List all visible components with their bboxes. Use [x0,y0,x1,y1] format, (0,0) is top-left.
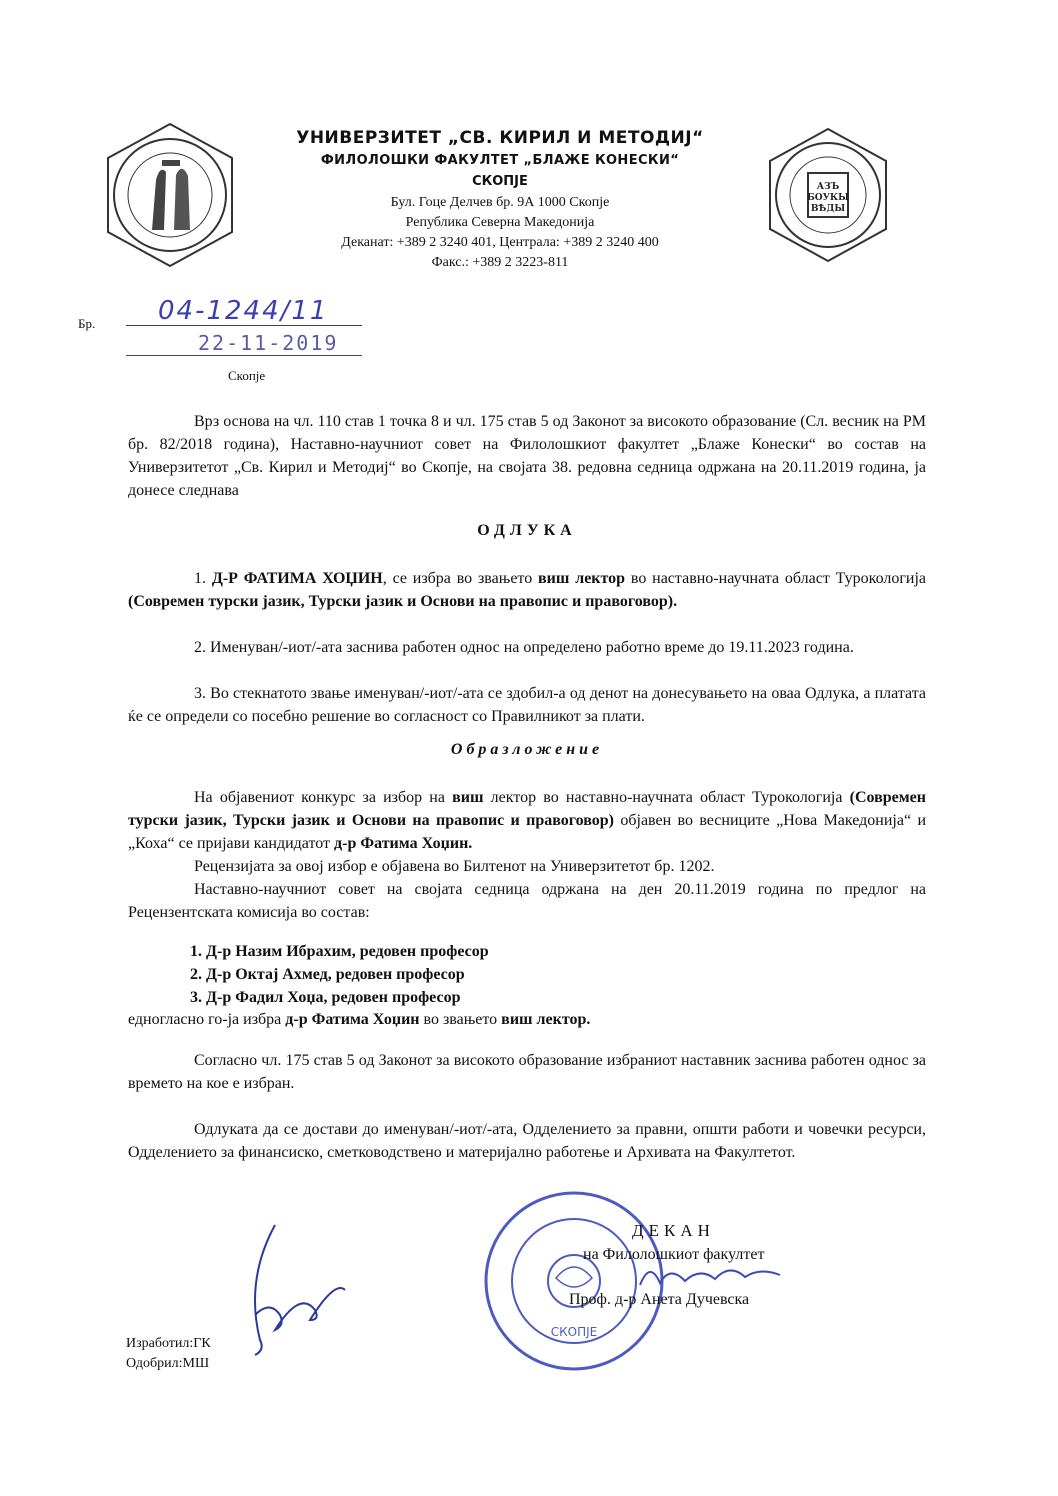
committee-member: 1. Д-р Назим Ибрахим, редовен професор [190,943,489,960]
university-name: УНИВЕРЗИТЕТ „СВ. КИРИЛ И МЕТОДИЈ“ [296,128,704,148]
explanation-paragraph-6: Одлуката да се достави до именуван/-иот/-ата, Одделението за правни, општи работи и човечки ресурси, Одделението за финансиско, сметководствено и материјално работење и Архивата на Факултетот. [128,1121,926,1161]
university-seal-left [100,120,240,270]
explanation-paragraph-1: На објавениот конкурс за избор на виш лектор во наставно-научната област Турокологија (Современ турски јазик, Турски јазик и Основи на правопис и правоговор) објавен во весниците „Нова Македонија“ и „Коха“ се пријави кандидатот д-р Фатима Хоџин. [128,789,927,852]
dean-title: ДЕКАН [632,1221,715,1240]
decision-point-3: 3. Во стекнатото звање именуван/-иот/-ата се здобил-а од денот на донесувањето на оваа Одлука, а платата ќе се определи со посебно решение во согласност со Правилникот за плати. [128,685,926,725]
svg-text:АЗЪ: АЗЪ [816,182,840,192]
committee-member: 3. Д-р Фадил Хоџа, редовен професор [190,989,461,1006]
svg-text:ВѢДЫ: ВѢДЫ [810,204,846,214]
registry-city: Скопје [228,368,266,383]
header-address: Бул. Гоце Делчев бр. 9А 1000 Скопје [390,195,610,210]
decision-title: ОДЛУКА [477,522,577,539]
header-country: Република Северна Македонија [405,215,595,230]
dean-name: Проф. д-р Анета Дучевска [569,1291,750,1308]
registry-number: 04-1244/11 [158,296,329,326]
explanation-paragraph-5: Согласно чл. 175 став 5 од Законот за високото образование избраниот наставник заснива работен однос за времето на кое е избран. [128,1052,926,1092]
registry-date: 22-11-2019 [198,331,339,355]
faculty-name: ФИЛОЛОШКИ ФАКУЛТЕТ „БЛАЖЕ КОНЕСКИ“ [320,153,680,168]
explanation-paragraph-2: Рецензијата за овој избор е објавена во Билтенот на Универзитетот бр. 1202. [194,858,715,875]
explanation-paragraph-3: Наставно-научниот совет на својата седница одржана на ден 20.11.2019 година по предлог на Рецензентската комисија во состав: [128,881,926,921]
intro-paragraph: Врз основа на чл. 110 став 1 точка 8 и чл. 175 став 5 од Законот за високото образование (Сл. весник на РМ бр. 82/2018 година), Наставно-научниот совет на Филолошкиот факултет „Блаже Конески“ во состав на Универзитетот „Св. Кирил и Методиј“ во Скопје, на својата 38. редовна седница одржана на 20.11.2019 година, ја донесе следнава [128,413,926,499]
signature-scribble [225,1220,355,1360]
explanation-paragraph-4: едногласно го-ја избра д-р Фатима Хоџин во звањето виш лектор. [128,1011,591,1028]
stamp-city: СКОПЈЕ [550,1325,598,1339]
approved-by: Одобрил:МШ [126,1356,210,1371]
svg-text:БОУКЫ: БОУКЫ [807,193,849,203]
header-city: СКОПЈЕ [472,174,528,189]
decision-point-1: 1. Д-Р ФАТИМА ХОЏИН, се избра во звањето виш лектор во наставно-научната област Турокологија (Современ турски јазик, Турски јазик и Основи на правопис и правоговор). [128,570,927,610]
registry-underline [126,325,362,326]
dean-faculty: на Филолошкиот факултет [583,1246,765,1263]
registry-label: Бр. [78,316,96,331]
header-phones: Деканат: +389 2 3240 401, Централа: +389 2 3240 400 [341,235,659,250]
registry-underline [126,355,362,356]
prepared-by: Изработил:ГК [126,1336,211,1351]
explanation-title: Образложение [450,741,604,758]
committee-member: 2. Д-р Октај Ахмед, редовен професор [190,966,465,983]
faculty-seal-right [758,125,898,265]
dean-signature [630,1255,830,1295]
header-fax: Факс.: +389 2 3223-811 [431,255,569,270]
decision-point-2: 2. Именуван/-иот/-ата заснива работен однос на определено работно време до 19.11.2023 година. [194,639,854,656]
